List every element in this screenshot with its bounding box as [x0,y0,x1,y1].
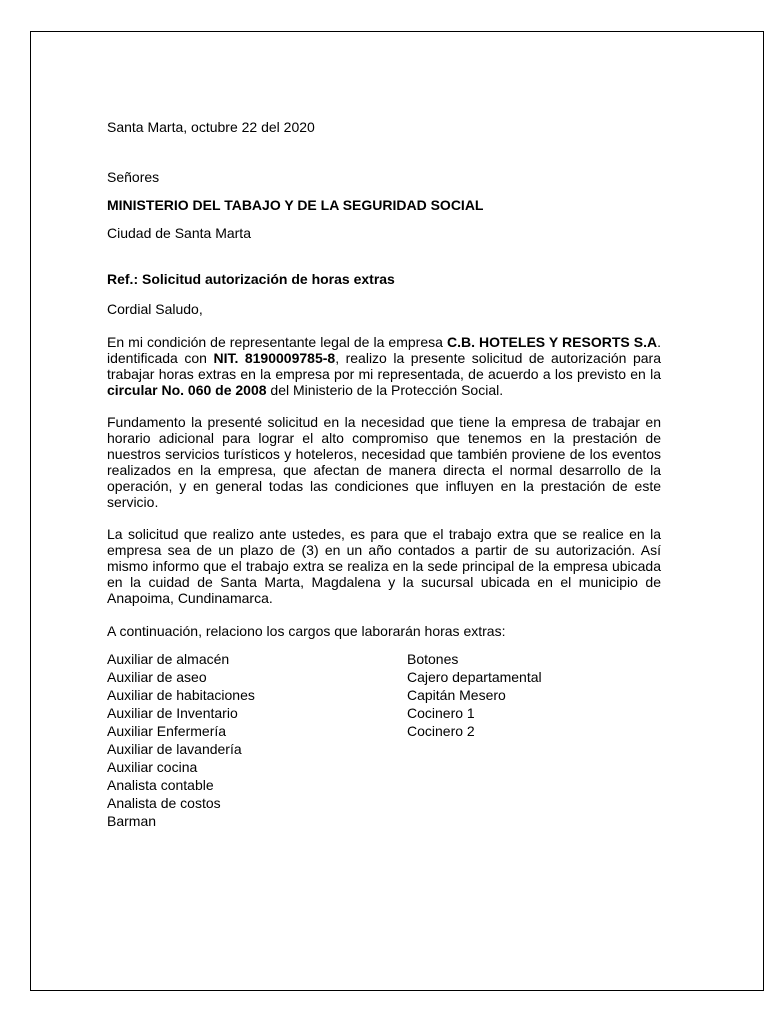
position-item: Auxiliar de lavandería [107,741,242,757]
position-item: Cocinero 1 [407,705,475,721]
positions-list [107,650,661,830]
position-item: Auxiliar de aseo [107,669,207,685]
reference-line: Ref.: Solicitud autorización de horas extras [107,271,395,287]
position-item: Capitán Mesero [407,687,506,703]
position-item: Analista de costos [107,795,221,811]
greeting: Cordial Saludo, [107,301,203,317]
paragraph-1-part-1: En mi condición de representante legal de la empresa [107,334,447,350]
position-item: Auxiliar de habitaciones [107,687,255,703]
positions-intro: A continuación, relaciono los cargos que laborarán horas extras: [107,623,506,639]
paragraph-1-part-2: . identificada con [107,334,661,366]
position-item: Cocinero 2 [407,723,475,739]
recipient-name: MINISTERIO DEL TABAJO Y DE LA SEGURIDAD SOCIAL [107,197,484,213]
position-item: Auxiliar cocina [107,759,198,775]
circular-reference: circular No. 060 de 2008 [107,382,267,398]
salutation-to: Señores [107,169,160,185]
position-item: Cajero departamental [407,669,542,685]
position-item: Auxiliar de almacén [107,651,230,667]
position-item: Botones [407,651,459,667]
recipient-city: Ciudad de Santa Marta [107,225,251,241]
position-item: Barman [107,813,157,829]
positions-column-1 [107,650,407,830]
company-nit: NIT. 8190009785-8 [213,350,336,366]
paragraph-1-part-3: , realizo la presente solicitud de autorización para trabajar horas extras en la empresa por mi representada, de acuerdo a los previsto en la [107,350,662,382]
paragraph-2: Fundamento la presenté solicitud en la necesidad que tiene la empresa de trabajar en horario adicional para lograr el alto compromiso que tenemos en la prestación de nuestros servicios turísticos y hoteleros, necesidad que también proviene de los eventos realizados en la empresa, que afectan de manera directa el normal desarrollo de la operación, y en general todas las condiciones que influyen en la prestación de este servicio. [107,414,661,510]
paragraph-3: La solicitud que realizo ante ustedes, es para que el trabajo extra que se realice en la empresa sea de un plazo de (3) en un año contados a partir de su autorización. Así mismo informo que el trabajo extra se realiza en la sede principal de la empresa ubicada en la cuidad de Santa Marta, Magdalena y la sucursal ubicada en el municipio de Anapoima, Cundinamarca. [107,526,661,606]
letter-body [107,118,661,830]
position-item: Auxiliar de Inventario [107,705,238,721]
letter-date: Santa Marta, octubre 22 del 2020 [107,119,315,135]
position-item: Analista contable [107,777,214,793]
positions-column-2 [407,650,661,830]
paragraph-1 [107,334,661,398]
company-name: C.B. HOTELES Y RESORTS S.A [446,334,658,350]
position-item: Auxiliar Enfermería [107,723,227,739]
paragraph-1-part-4: del Ministerio de la Protección Social. [266,382,504,398]
